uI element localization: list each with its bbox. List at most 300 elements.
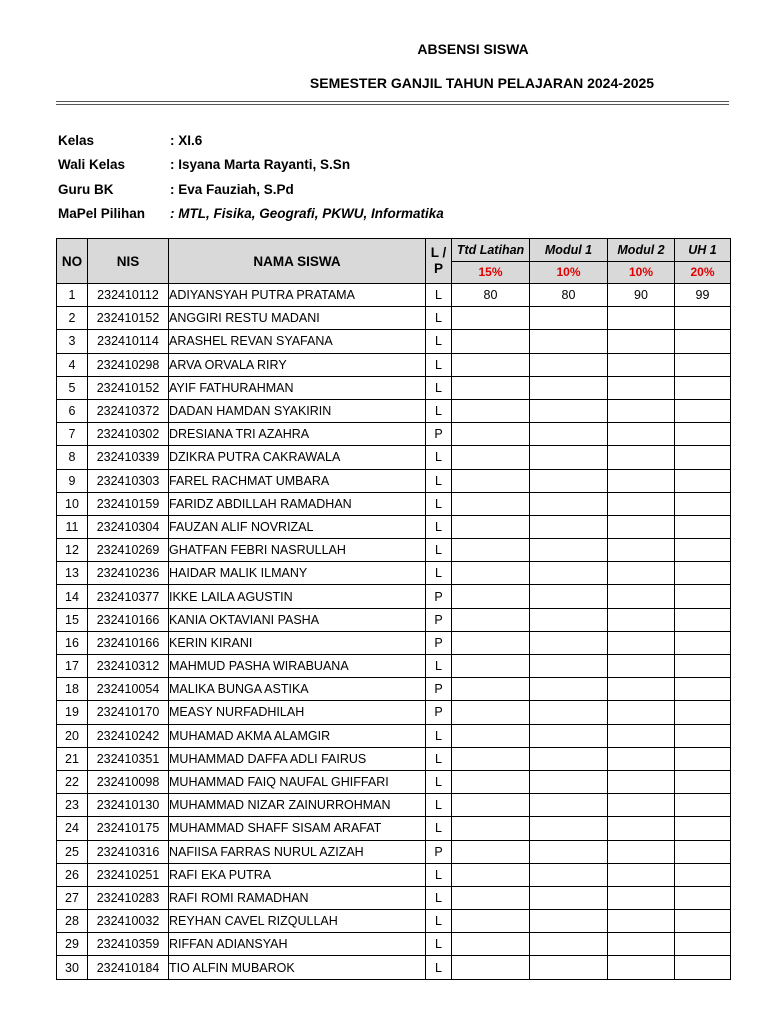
info-label: Wali Kelas [58, 157, 126, 173]
header-weight: 15% [452, 261, 530, 284]
row-score-modul-1 [530, 423, 608, 446]
row-score-ttd-latihan [452, 840, 530, 863]
row-score-modul-1 [530, 701, 608, 724]
row-no: 18 [57, 678, 88, 701]
row-nis: 232410304 [88, 515, 169, 538]
row-name: ARVA ORVALA RIRY [169, 353, 426, 376]
row-name: FAUZAN ALIF NOVRIZAL [169, 515, 426, 538]
row-score-uh-1 [675, 655, 731, 678]
row-lp: L [426, 562, 452, 585]
row-name: NAFIISA FARRAS NURUL AZIZAH [169, 840, 426, 863]
row-no: 15 [57, 608, 88, 631]
row-score-modul-2 [608, 423, 675, 446]
info-value: : Isyana Marta Rayanti, S.Sn [170, 157, 351, 173]
row-lp: L [426, 817, 452, 840]
row-score-uh-1 [675, 492, 731, 515]
row-score-modul-1 [530, 307, 608, 330]
document-title: ABSENSI SISWA [417, 41, 529, 57]
row-lp: L [426, 770, 452, 793]
row-score-modul-1 [530, 469, 608, 492]
row-score-modul-2 [608, 886, 675, 909]
row-score-modul-2 [608, 794, 675, 817]
row-score-ttd-latihan [452, 446, 530, 469]
header-assessment: Ttd Latihan [452, 239, 530, 262]
row-no: 26 [57, 863, 88, 886]
row-score-uh-1 [675, 631, 731, 654]
table-row [57, 284, 731, 307]
row-name: RIFFAN ADIANSYAH [169, 933, 426, 956]
row-score-modul-1 [530, 399, 608, 422]
row-lp: L [426, 539, 452, 562]
row-lp: L [426, 956, 452, 979]
row-nis: 232410152 [88, 307, 169, 330]
row-score-ttd-latihan [452, 956, 530, 979]
row-no: 11 [57, 515, 88, 538]
info-row-guru-bk [58, 177, 444, 202]
row-no: 17 [57, 655, 88, 678]
row-nis: 232410184 [88, 956, 169, 979]
row-nis: 232410112 [88, 284, 169, 307]
row-name: FAREL RACHMAT UMBARA [169, 469, 426, 492]
row-score-uh-1 [675, 701, 731, 724]
row-score-uh-1 [675, 770, 731, 793]
row-score-uh-1 [675, 747, 731, 770]
row-lp: P [426, 840, 452, 863]
row-no: 16 [57, 631, 88, 654]
row-score-modul-1 [530, 770, 608, 793]
row-score-uh-1 [675, 307, 731, 330]
row-lp: L [426, 863, 452, 886]
row-score-uh-1 [675, 585, 731, 608]
row-name: TIO ALFIN MUBAROK [169, 956, 426, 979]
row-score-modul-1 [530, 562, 608, 585]
table-row [57, 840, 731, 863]
row-name: DRESIANA TRI AZAHRA [169, 423, 426, 446]
row-no: 7 [57, 423, 88, 446]
row-nis: 232410175 [88, 817, 169, 840]
row-name: MUHAMAD AKMA ALAMGIR [169, 724, 426, 747]
row-no: 13 [57, 562, 88, 585]
table-row [57, 585, 731, 608]
document-subtitle: SEMESTER GANJIL TAHUN PELAJARAN 2024-2025 [309, 75, 655, 91]
header-weight: 10% [608, 261, 675, 284]
row-name: ANGGIRI RESTU MADANI [169, 307, 426, 330]
table-row [57, 933, 731, 956]
table-row [57, 747, 731, 770]
row-name: MUHAMMAD SHAFF SISAM ARAFAT [169, 817, 426, 840]
row-lp: L [426, 330, 452, 353]
row-nis: 232410302 [88, 423, 169, 446]
row-score-ttd-latihan [452, 399, 530, 422]
row-lp: L [426, 399, 452, 422]
info-row-mapel-pilihan [58, 202, 444, 227]
row-name: MUHAMMAD NIZAR ZAINURROHMAN [169, 794, 426, 817]
row-score-ttd-latihan [452, 933, 530, 956]
row-score-ttd-latihan [452, 585, 530, 608]
row-score-ttd-latihan [452, 307, 530, 330]
row-score-ttd-latihan [452, 608, 530, 631]
row-score-ttd-latihan [452, 492, 530, 515]
table-row [57, 423, 731, 446]
row-nis: 232410098 [88, 770, 169, 793]
row-name: IKKE LAILA AGUSTIN [169, 585, 426, 608]
row-score-uh-1 [675, 863, 731, 886]
row-lp: P [426, 631, 452, 654]
row-score-ttd-latihan [452, 747, 530, 770]
row-score-uh-1 [675, 376, 731, 399]
row-no: 8 [57, 446, 88, 469]
table-row [57, 910, 731, 933]
header-assessment: Modul 1 [530, 239, 608, 262]
row-no: 25 [57, 840, 88, 863]
row-score-modul-1 [530, 910, 608, 933]
row-lp: L [426, 655, 452, 678]
row-score-modul-2 [608, 840, 675, 863]
row-score-ttd-latihan [452, 469, 530, 492]
info-row-kelas [58, 128, 444, 153]
row-lp: L [426, 284, 452, 307]
row-nis: 232410377 [88, 585, 169, 608]
row-score-uh-1 [675, 353, 731, 376]
row-name: DADAN HAMDAN SYAKIRIN [169, 399, 426, 422]
row-lp: L [426, 886, 452, 909]
row-score-uh-1: 99 [675, 284, 731, 307]
row-score-ttd-latihan [452, 678, 530, 701]
row-score-modul-2 [608, 678, 675, 701]
row-nis: 232410166 [88, 608, 169, 631]
table-row [57, 353, 731, 376]
row-name: REYHAN CAVEL RIZQULLAH [169, 910, 426, 933]
row-score-uh-1 [675, 608, 731, 631]
row-score-modul-1 [530, 631, 608, 654]
row-lp: P [426, 701, 452, 724]
row-lp: L [426, 492, 452, 515]
row-score-uh-1 [675, 562, 731, 585]
row-score-uh-1 [675, 910, 731, 933]
row-lp: L [426, 794, 452, 817]
row-score-uh-1 [675, 423, 731, 446]
row-score-modul-2 [608, 585, 675, 608]
table-row [57, 515, 731, 538]
row-nis: 232410166 [88, 631, 169, 654]
row-no: 19 [57, 701, 88, 724]
row-score-modul-1: 80 [530, 284, 608, 307]
row-score-modul-1 [530, 724, 608, 747]
row-score-modul-1 [530, 678, 608, 701]
row-score-modul-2 [608, 817, 675, 840]
row-score-modul-2 [608, 307, 675, 330]
row-nis: 232410269 [88, 539, 169, 562]
row-name: DZIKRA PUTRA CAKRAWALA [169, 446, 426, 469]
row-score-uh-1 [675, 794, 731, 817]
table-row [57, 886, 731, 909]
row-score-modul-1 [530, 655, 608, 678]
row-score-uh-1 [675, 446, 731, 469]
table-row [57, 330, 731, 353]
row-nis: 232410351 [88, 747, 169, 770]
row-score-ttd-latihan [452, 353, 530, 376]
row-nis: 232410242 [88, 724, 169, 747]
row-no: 9 [57, 469, 88, 492]
header-assessment: UH 1 [675, 239, 731, 262]
row-score-modul-1 [530, 515, 608, 538]
row-name: RAFI ROMI RAMADHAN [169, 886, 426, 909]
row-lp: L [426, 724, 452, 747]
row-score-uh-1 [675, 469, 731, 492]
row-score-ttd-latihan [452, 655, 530, 678]
row-no: 22 [57, 770, 88, 793]
row-lp: L [426, 747, 452, 770]
row-score-ttd-latihan [452, 631, 530, 654]
row-score-modul-1 [530, 840, 608, 863]
table-row [57, 492, 731, 515]
row-score-ttd-latihan [452, 863, 530, 886]
header-rule-top [56, 101, 729, 102]
row-name: HAIDAR MALIK ILMANY [169, 562, 426, 585]
row-nis: 232410236 [88, 562, 169, 585]
row-lp: P [426, 423, 452, 446]
row-nis: 232410130 [88, 794, 169, 817]
row-name: ARASHEL REVAN SYAFANA [169, 330, 426, 353]
row-score-modul-2 [608, 631, 675, 654]
table-row [57, 539, 731, 562]
row-score-uh-1 [675, 539, 731, 562]
table-row [57, 794, 731, 817]
row-nis: 232410159 [88, 492, 169, 515]
row-no: 30 [57, 956, 88, 979]
row-score-uh-1 [675, 956, 731, 979]
row-nis: 232410372 [88, 399, 169, 422]
row-name: KANIA OKTAVIANI PASHA [169, 608, 426, 631]
row-score-modul-2 [608, 330, 675, 353]
row-score-modul-2 [608, 492, 675, 515]
row-name: MUHAMMAD FAIQ NAUFAL GHIFFARI [169, 770, 426, 793]
row-score-ttd-latihan [452, 770, 530, 793]
row-score-uh-1 [675, 399, 731, 422]
row-score-modul-1 [530, 539, 608, 562]
row-no: 10 [57, 492, 88, 515]
row-no: 5 [57, 376, 88, 399]
row-score-ttd-latihan: 80 [452, 284, 530, 307]
table-row [57, 817, 731, 840]
row-lp: P [426, 585, 452, 608]
row-score-modul-1 [530, 492, 608, 515]
header-lp-text: L / P [430, 245, 447, 276]
row-no: 23 [57, 794, 88, 817]
row-score-modul-1 [530, 886, 608, 909]
header-lp [426, 239, 452, 284]
table-row [57, 701, 731, 724]
header-assessment: Modul 2 [608, 239, 675, 262]
table-row [57, 307, 731, 330]
row-name: KERIN KIRANI [169, 631, 426, 654]
row-lp: L [426, 933, 452, 956]
row-no: 3 [57, 330, 88, 353]
row-nis: 232410339 [88, 446, 169, 469]
info-value: : XI.6 [170, 132, 203, 148]
row-nis: 232410032 [88, 910, 169, 933]
row-score-modul-2 [608, 956, 675, 979]
row-score-modul-1 [530, 376, 608, 399]
header-rule-bottom [56, 104, 729, 105]
row-name: MALIKA BUNGA ASTIKA [169, 678, 426, 701]
row-no: 4 [57, 353, 88, 376]
row-score-uh-1 [675, 724, 731, 747]
row-score-ttd-latihan [452, 562, 530, 585]
table-row [57, 469, 731, 492]
table-row [57, 956, 731, 979]
row-score-modul-1 [530, 817, 608, 840]
table-row [57, 863, 731, 886]
info-label: Kelas [58, 132, 95, 148]
table-row [57, 770, 731, 793]
row-no: 6 [57, 399, 88, 422]
row-name: MUHAMMAD DAFFA ADLI FAIRUS [169, 747, 426, 770]
header-weight: 20% [675, 261, 731, 284]
row-lp: L [426, 469, 452, 492]
row-nis: 232410316 [88, 840, 169, 863]
info-row-wali-kelas [58, 153, 444, 178]
row-score-uh-1 [675, 817, 731, 840]
row-score-modul-1 [530, 608, 608, 631]
row-score-modul-1 [530, 794, 608, 817]
row-score-modul-2 [608, 863, 675, 886]
row-lp: L [426, 307, 452, 330]
class-info [58, 128, 444, 226]
attendance-table [56, 238, 731, 980]
row-no: 1 [57, 284, 88, 307]
row-nis: 232410298 [88, 353, 169, 376]
row-name: MAHMUD PASHA WIRABUANA [169, 655, 426, 678]
header-weight: 10% [530, 261, 608, 284]
table-body [57, 284, 731, 980]
row-score-modul-1 [530, 933, 608, 956]
row-score-modul-2 [608, 655, 675, 678]
row-score-uh-1 [675, 886, 731, 909]
row-name: MEASY NURFADHILAH [169, 701, 426, 724]
row-score-modul-2 [608, 399, 675, 422]
row-score-modul-2 [608, 446, 675, 469]
row-score-uh-1 [675, 933, 731, 956]
row-score-modul-1 [530, 956, 608, 979]
row-name: AYIF FATHURAHMAN [169, 376, 426, 399]
row-no: 24 [57, 817, 88, 840]
row-score-uh-1 [675, 678, 731, 701]
row-nis: 232410170 [88, 701, 169, 724]
row-nis: 232410303 [88, 469, 169, 492]
row-no: 29 [57, 933, 88, 956]
row-name: GHATFAN FEBRI NASRULLAH [169, 539, 426, 562]
row-no: 27 [57, 886, 88, 909]
row-no: 28 [57, 910, 88, 933]
row-score-ttd-latihan [452, 515, 530, 538]
info-value: : Eva Fauziah, S.Pd [170, 181, 294, 197]
row-score-modul-2 [608, 515, 675, 538]
row-lp: P [426, 608, 452, 631]
row-score-ttd-latihan [452, 423, 530, 446]
row-score-modul-2 [608, 539, 675, 562]
row-no: 2 [57, 307, 88, 330]
table-row [57, 655, 731, 678]
row-score-modul-2 [608, 376, 675, 399]
row-score-ttd-latihan [452, 701, 530, 724]
row-score-ttd-latihan [452, 376, 530, 399]
row-score-ttd-latihan [452, 886, 530, 909]
row-score-modul-1 [530, 747, 608, 770]
row-no: 12 [57, 539, 88, 562]
row-name: ADIYANSYAH PUTRA PRATAMA [169, 284, 426, 307]
row-score-ttd-latihan [452, 910, 530, 933]
row-lp: L [426, 515, 452, 538]
row-score-modul-2 [608, 353, 675, 376]
table-row [57, 562, 731, 585]
row-lp: L [426, 910, 452, 933]
row-score-uh-1 [675, 840, 731, 863]
row-score-ttd-latihan [452, 817, 530, 840]
table-row [57, 631, 731, 654]
row-nis: 232410251 [88, 863, 169, 886]
row-no: 21 [57, 747, 88, 770]
row-name: RAFI EKA PUTRA [169, 863, 426, 886]
table-row [57, 608, 731, 631]
row-nis: 232410283 [88, 886, 169, 909]
row-lp: P [426, 678, 452, 701]
table-row [57, 399, 731, 422]
row-score-modul-2 [608, 469, 675, 492]
row-score-modul-2 [608, 562, 675, 585]
table-row [57, 376, 731, 399]
row-name: FARIDZ ABDILLAH RAMADHAN [169, 492, 426, 515]
row-nis: 232410359 [88, 933, 169, 956]
row-nis: 232410054 [88, 678, 169, 701]
table-row [57, 446, 731, 469]
row-lp: L [426, 446, 452, 469]
row-no: 20 [57, 724, 88, 747]
row-score-modul-1 [530, 353, 608, 376]
table-row [57, 724, 731, 747]
row-score-ttd-latihan [452, 539, 530, 562]
info-label: MaPel Pilihan [58, 206, 146, 222]
row-score-modul-2 [608, 770, 675, 793]
row-lp: L [426, 353, 452, 376]
row-score-modul-2 [608, 933, 675, 956]
row-score-modul-2 [608, 724, 675, 747]
row-score-modul-2: 90 [608, 284, 675, 307]
row-score-ttd-latihan [452, 330, 530, 353]
row-score-modul-2 [608, 747, 675, 770]
row-score-ttd-latihan [452, 794, 530, 817]
row-nis: 232410152 [88, 376, 169, 399]
header-nis: NIS [88, 239, 169, 284]
row-score-modul-2 [608, 701, 675, 724]
info-value: : MTL, Fisika, Geografi, PKWU, Informatika [170, 206, 444, 222]
row-score-modul-2 [608, 608, 675, 631]
row-score-modul-1 [530, 446, 608, 469]
row-score-modul-1 [530, 863, 608, 886]
row-score-ttd-latihan [452, 724, 530, 747]
row-no: 14 [57, 585, 88, 608]
row-nis: 232410312 [88, 655, 169, 678]
row-score-uh-1 [675, 515, 731, 538]
row-nis: 232410114 [88, 330, 169, 353]
row-score-uh-1 [675, 330, 731, 353]
header-nama-siswa: NAMA SISWA [169, 239, 426, 284]
row-score-modul-1 [530, 330, 608, 353]
header-no: NO [57, 239, 88, 284]
row-score-modul-1 [530, 585, 608, 608]
table-row [57, 678, 731, 701]
row-lp: L [426, 376, 452, 399]
